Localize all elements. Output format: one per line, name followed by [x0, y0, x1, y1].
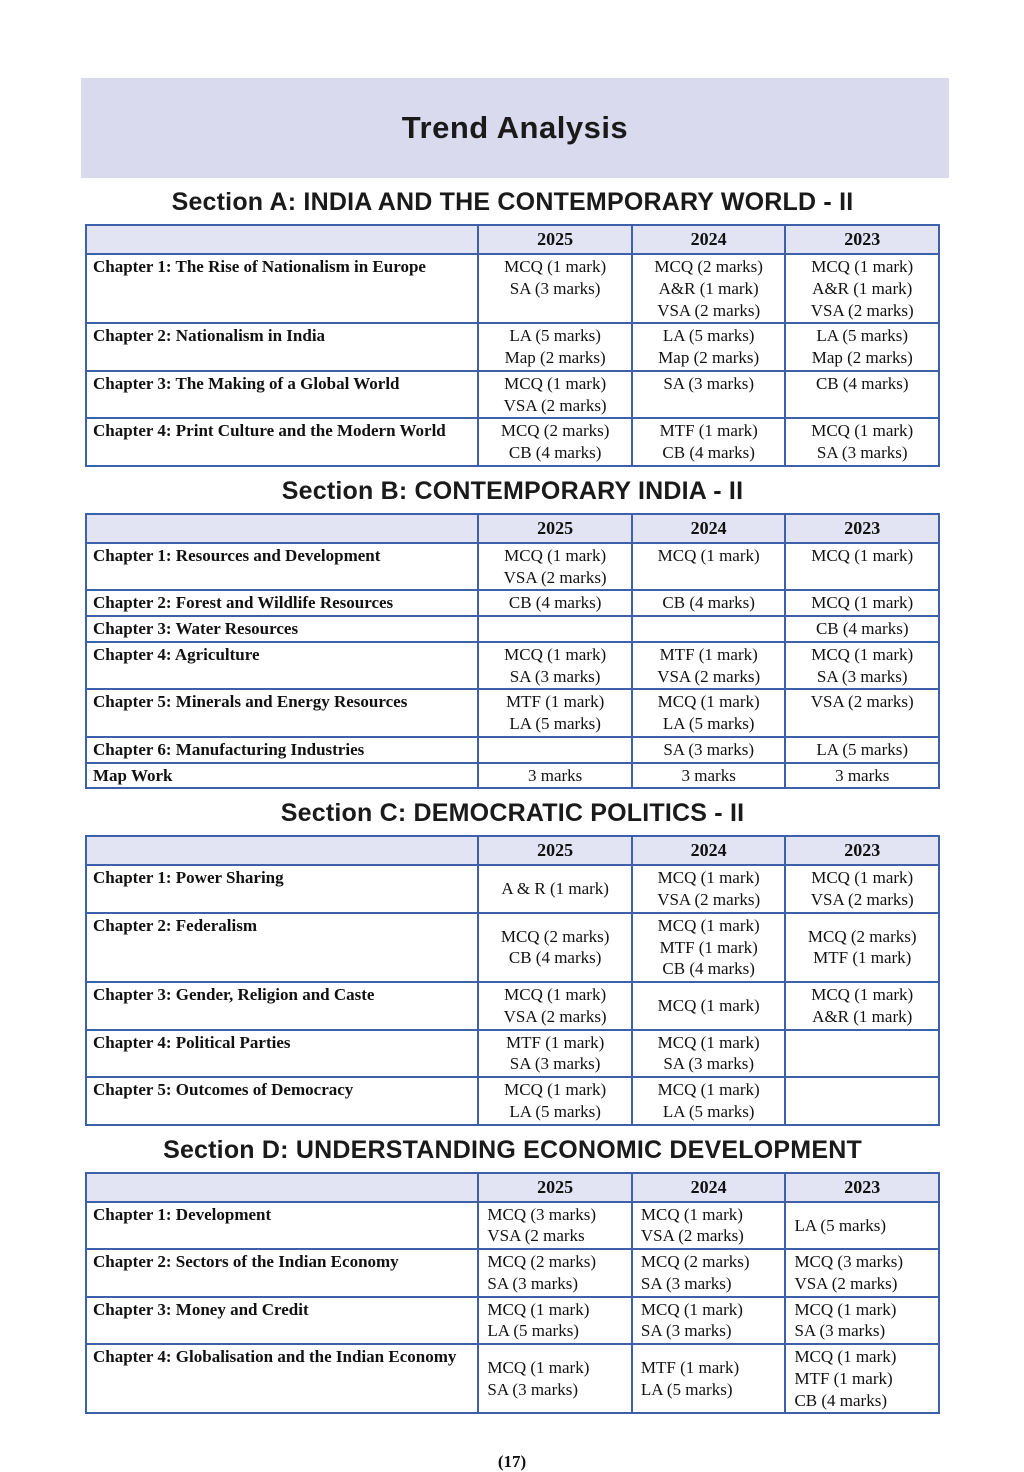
value-cell — [785, 616, 939, 642]
value-line: MCQ (1 mark) — [811, 421, 914, 441]
value-line: VSA (2 marks) — [794, 1273, 898, 1293]
trend-table — [85, 835, 940, 1125]
value-line: VSA (2 marks) — [503, 395, 607, 415]
chapter-cell: Chapter 4: Agriculture — [86, 642, 478, 690]
value-line: VSA (2 marks) — [503, 567, 607, 587]
value-cell — [478, 1344, 632, 1413]
year-header: 2025 — [478, 836, 632, 865]
table-row — [86, 590, 939, 616]
value-line: VSA (2 marks — [487, 1226, 585, 1246]
value-cell — [632, 323, 786, 371]
trend-table — [85, 224, 940, 467]
chapter-cell: Chapter 5: Outcomes of Democracy — [86, 1077, 478, 1125]
chapter-cell: Chapter 3: The Making of a Global World — [86, 371, 478, 419]
value-line: MTF (1 mark) — [794, 1368, 893, 1388]
value-cell — [785, 689, 939, 737]
value-line: MCQ (1 mark) — [487, 1299, 590, 1319]
year-header: 2024 — [632, 836, 786, 865]
value-cell — [478, 1077, 632, 1125]
section-heading: Section C: DEMOCRATIC POLITICS - II — [280, 799, 745, 828]
table-row — [86, 1077, 939, 1125]
value-cell — [632, 616, 786, 642]
value-line: Map (2 marks) — [658, 348, 760, 368]
chapter-cell: Map Work — [86, 763, 478, 789]
value-cell — [632, 1030, 786, 1078]
trend-table — [85, 1172, 940, 1415]
value-line: SA (3 marks) — [487, 1273, 579, 1293]
value-line: SA (3 marks) — [487, 1379, 579, 1399]
value-line: SA (3 marks) — [663, 1054, 754, 1074]
value-line: MTF (1 mark) — [506, 692, 605, 712]
section-heading: Section B: CONTEMPORARY INDIA - II — [281, 476, 744, 505]
year-header: 2025 — [478, 1173, 632, 1202]
corner-cell — [86, 225, 478, 254]
value-cell — [785, 763, 939, 789]
value-line: MTF (1 mark) — [659, 937, 758, 957]
value-cell — [785, 371, 939, 419]
value-line: MCQ (1 mark) — [504, 545, 607, 565]
value-line: LA (5 marks) — [487, 1321, 579, 1341]
value-line: SA (3 marks) — [509, 278, 601, 298]
table-row — [86, 763, 939, 789]
value-cell — [478, 254, 632, 323]
value-cell — [632, 1202, 786, 1250]
value-line: MTF (1 mark) — [659, 644, 758, 664]
value-cell — [632, 982, 786, 1030]
value-line: CB (4 marks) — [508, 948, 602, 968]
value-cell — [478, 616, 632, 642]
value-line: MCQ (2 marks) — [500, 421, 610, 441]
table-row — [86, 1202, 939, 1250]
value-line: VSA (2 marks) — [810, 692, 914, 712]
table-row — [86, 1297, 939, 1345]
table-row — [86, 371, 939, 419]
chapter-cell: Chapter 2: Forest and Wildlife Resources — [86, 590, 478, 616]
value-cell — [478, 418, 632, 466]
value-line: MCQ (1 mark) — [640, 1299, 743, 1319]
sections-container — [85, 188, 940, 1414]
value-cell — [478, 323, 632, 371]
value-cell — [632, 689, 786, 737]
value-line: MCQ (1 mark) — [657, 868, 760, 888]
value-line: CB (4 marks) — [662, 959, 755, 979]
table-row — [86, 865, 939, 913]
value-line: MCQ (1 mark) — [504, 644, 607, 664]
value-cell — [632, 254, 786, 323]
value-line: VSA (2 marks) — [657, 890, 761, 910]
value-line: A&R (1 mark) — [658, 278, 759, 298]
section-heading: Section D: UNDERSTANDING ECONOMIC DEVELOPMENT — [163, 1135, 862, 1164]
value-cell — [632, 642, 786, 690]
value-line: MCQ (1 mark) — [811, 868, 914, 888]
value-line: MCQ (2 marks) — [487, 1252, 596, 1272]
value-cell — [785, 1077, 939, 1125]
value-cell — [478, 371, 632, 419]
value-cell — [785, 418, 939, 466]
value-line: MCQ (1 mark) — [811, 644, 914, 664]
value-line: MCQ (2 marks) — [500, 926, 610, 946]
value-line: MCQ (2 marks) — [654, 257, 763, 277]
value-cell — [632, 418, 786, 466]
value-cell — [632, 737, 786, 763]
value-line: LA (5 marks) — [662, 714, 755, 734]
value-cell — [632, 865, 786, 913]
value-line: MCQ (1 mark) — [811, 257, 914, 277]
year-header: 2023 — [785, 1173, 939, 1202]
value-line: MCQ (1 mark) — [657, 1080, 760, 1100]
chapter-cell: Chapter 2: Nationalism in India — [86, 323, 478, 371]
value-cell — [478, 737, 632, 763]
chapter-cell: Chapter 4: Political Parties — [86, 1030, 478, 1078]
year-header: 2024 — [632, 1173, 786, 1202]
value-line: LA (5 marks) — [794, 1215, 887, 1235]
table-header-row — [86, 225, 939, 254]
table-row — [86, 616, 939, 642]
value-cell — [785, 543, 939, 591]
value-line: SA (3 marks) — [663, 739, 754, 759]
value-line: MCQ (1 mark) — [504, 1080, 607, 1100]
section-heading: Section A: INDIA AND THE CONTEMPORARY WORLD - II — [171, 188, 854, 216]
value-line: MCQ (3 marks) — [487, 1204, 596, 1224]
value-cell — [785, 254, 939, 323]
value-line: LA (5 marks) — [509, 326, 601, 346]
value-line: VSA (2 marks) — [657, 300, 761, 320]
value-line: A & R (1 mark) — [501, 879, 609, 899]
corner-cell — [86, 836, 478, 865]
value-cell — [478, 1249, 632, 1297]
year-header: 2023 — [785, 225, 939, 254]
chapter-cell: Chapter 2: Sectors of the Indian Economy — [86, 1249, 478, 1297]
year-header: 2025 — [478, 225, 632, 254]
value-line: CB (4 marks) — [662, 593, 755, 613]
value-line: CB (4 marks) — [815, 373, 909, 393]
value-cell — [478, 1030, 632, 1078]
value-line: MTF (1 mark) — [506, 1032, 605, 1052]
value-line: MCQ (2 marks) — [640, 1252, 750, 1272]
value-line: CB (4 marks) — [508, 443, 602, 463]
table-row — [86, 1344, 939, 1413]
page-title: Trend Analysis — [401, 110, 629, 145]
value-line: SA (3 marks) — [509, 666, 601, 686]
value-cell — [785, 1030, 939, 1078]
value-cell — [785, 1202, 939, 1250]
value-line: MCQ (1 mark) — [504, 373, 607, 393]
table-row — [86, 982, 939, 1030]
value-line: MCQ (1 mark) — [504, 257, 607, 277]
table-header-row — [86, 514, 939, 543]
chapter-cell: Chapter 3: Water Resources — [86, 616, 478, 642]
value-line: MCQ (1 mark) — [640, 1204, 743, 1224]
value-cell — [632, 371, 786, 419]
value-line: CB (4 marks) — [508, 593, 602, 613]
page-number: (17) — [497, 1452, 527, 1472]
value-cell — [478, 642, 632, 690]
value-line: MCQ (1 mark) — [657, 545, 760, 565]
value-cell — [785, 642, 939, 690]
table-row — [86, 418, 939, 466]
value-cell — [785, 913, 939, 982]
chapter-cell: Chapter 1: The Rise of Nationalism in Europe — [86, 254, 478, 323]
value-line: MCQ (1 mark) — [504, 985, 607, 1005]
value-cell — [478, 689, 632, 737]
value-line: VSA (2 marks) — [503, 1006, 607, 1026]
table-row — [86, 543, 939, 591]
value-line: MTF (1 mark) — [659, 421, 758, 441]
chapter-cell: Chapter 5: Minerals and Energy Resources — [86, 689, 478, 737]
value-cell — [478, 590, 632, 616]
value-line: MCQ (3 marks) — [794, 1252, 904, 1272]
value-line: SA (3 marks) — [663, 373, 754, 393]
year-header: 2023 — [785, 514, 939, 543]
value-line: SA (3 marks) — [794, 1321, 886, 1341]
title-band — [81, 78, 949, 178]
corner-cell — [86, 514, 478, 543]
value-cell — [632, 1249, 786, 1297]
chapter-cell: Chapter 1: Resources and Development — [86, 543, 478, 591]
value-cell — [785, 1344, 939, 1413]
chapter-cell: Chapter 3: Gender, Religion and Caste — [86, 982, 478, 1030]
year-header: 2024 — [632, 225, 786, 254]
table-header-row — [86, 836, 939, 865]
value-line: MCQ (1 mark) — [657, 915, 760, 935]
chapter-cell: Chapter 4: Print Culture and the Modern World — [86, 418, 478, 466]
table-header-row — [86, 1173, 939, 1202]
corner-cell — [86, 1173, 478, 1202]
value-cell — [632, 1344, 786, 1413]
value-line: LA (5 marks) — [509, 714, 601, 734]
value-line: CB (4 marks) — [794, 1390, 887, 1410]
value-line: MTF (1 mark) — [640, 1358, 740, 1377]
year-header: 2023 — [785, 836, 939, 865]
value-cell — [478, 913, 632, 982]
value-cell — [478, 1297, 632, 1345]
value-cell — [785, 1297, 939, 1345]
value-line: VSA (2 marks) — [640, 1226, 744, 1246]
value-line: MCQ (2 marks) — [807, 926, 917, 946]
chapter-cell: Chapter 1: Power Sharing — [86, 865, 478, 913]
value-line: MCQ (1 mark) — [811, 545, 914, 565]
value-cell — [478, 982, 632, 1030]
value-line: SA (3 marks) — [509, 1054, 601, 1074]
value-line: 3 marks — [681, 765, 736, 785]
value-line: VSA (2 marks) — [810, 300, 914, 320]
value-line: LA (5 marks) — [816, 326, 909, 346]
table-row — [86, 689, 939, 737]
value-cell — [478, 865, 632, 913]
value-cell — [632, 590, 786, 616]
value-line: Map (2 marks) — [504, 348, 606, 368]
value-cell — [632, 1297, 786, 1345]
value-line: MCQ (1 mark) — [811, 985, 914, 1005]
chapter-cell: Chapter 4: Globalisation and the Indian Economy — [86, 1344, 478, 1413]
year-header: 2025 — [478, 514, 632, 543]
value-line: 3 marks — [835, 765, 890, 785]
table-row — [86, 1030, 939, 1078]
value-line: SA (3 marks) — [816, 666, 908, 686]
value-line: LA (5 marks) — [816, 739, 909, 759]
trend-table — [85, 513, 940, 790]
table-row — [86, 1249, 939, 1297]
value-cell — [478, 763, 632, 789]
value-cell — [785, 590, 939, 616]
value-cell — [785, 982, 939, 1030]
table-row — [86, 913, 939, 982]
value-line: 3 marks — [527, 765, 583, 785]
value-line: MCQ (1 mark) — [811, 593, 914, 613]
value-cell — [785, 1249, 939, 1297]
value-line: SA (3 marks) — [640, 1273, 732, 1293]
chapter-cell: Chapter 6: Manufacturing Industries — [86, 737, 478, 763]
value-line: MTF (1 mark) — [813, 948, 912, 968]
table-row — [86, 323, 939, 371]
value-line: VSA (2 marks) — [810, 890, 914, 910]
value-line: SA (3 marks) — [816, 443, 908, 463]
value-cell — [785, 737, 939, 763]
chapter-cell: Chapter 2: Federalism — [86, 913, 478, 982]
value-line: MCQ (1 mark) — [657, 1032, 760, 1052]
value-line: A&R (1 mark) — [812, 1006, 913, 1026]
value-line: CB (4 marks) — [815, 619, 909, 639]
value-line: LA (5 marks) — [509, 1101, 601, 1121]
value-cell — [632, 1077, 786, 1125]
value-line: LA (5 marks) — [662, 326, 755, 346]
value-line: A&R (1 mark) — [812, 278, 913, 298]
value-line: Map (2 marks) — [811, 348, 913, 368]
chapter-cell: Chapter 3: Money and Credit — [86, 1297, 478, 1345]
table-row — [86, 737, 939, 763]
table-row — [86, 254, 939, 323]
value-line: SA (3 marks) — [640, 1321, 732, 1341]
value-line: VSA (2 marks) — [657, 666, 761, 686]
value-line: LA (5 marks) — [640, 1379, 733, 1399]
value-line: CB (4 marks) — [662, 443, 755, 463]
year-header: 2024 — [632, 514, 786, 543]
value-cell — [478, 1202, 632, 1250]
table-row — [86, 642, 939, 690]
value-line: MCQ (1 mark) — [487, 1358, 590, 1377]
value-cell — [632, 543, 786, 591]
value-line: MCQ (1 mark) — [794, 1347, 897, 1367]
value-cell — [632, 913, 786, 982]
value-line: MCQ (1 mark) — [794, 1299, 897, 1319]
value-cell — [632, 763, 786, 789]
value-line: MCQ (1 mark) — [657, 995, 760, 1015]
value-line: LA (5 marks) — [662, 1101, 755, 1121]
value-line: MCQ (1 mark) — [657, 692, 760, 712]
chapter-cell: Chapter 1: Development — [86, 1202, 478, 1250]
value-cell — [478, 543, 632, 591]
value-cell — [785, 865, 939, 913]
value-cell — [785, 323, 939, 371]
